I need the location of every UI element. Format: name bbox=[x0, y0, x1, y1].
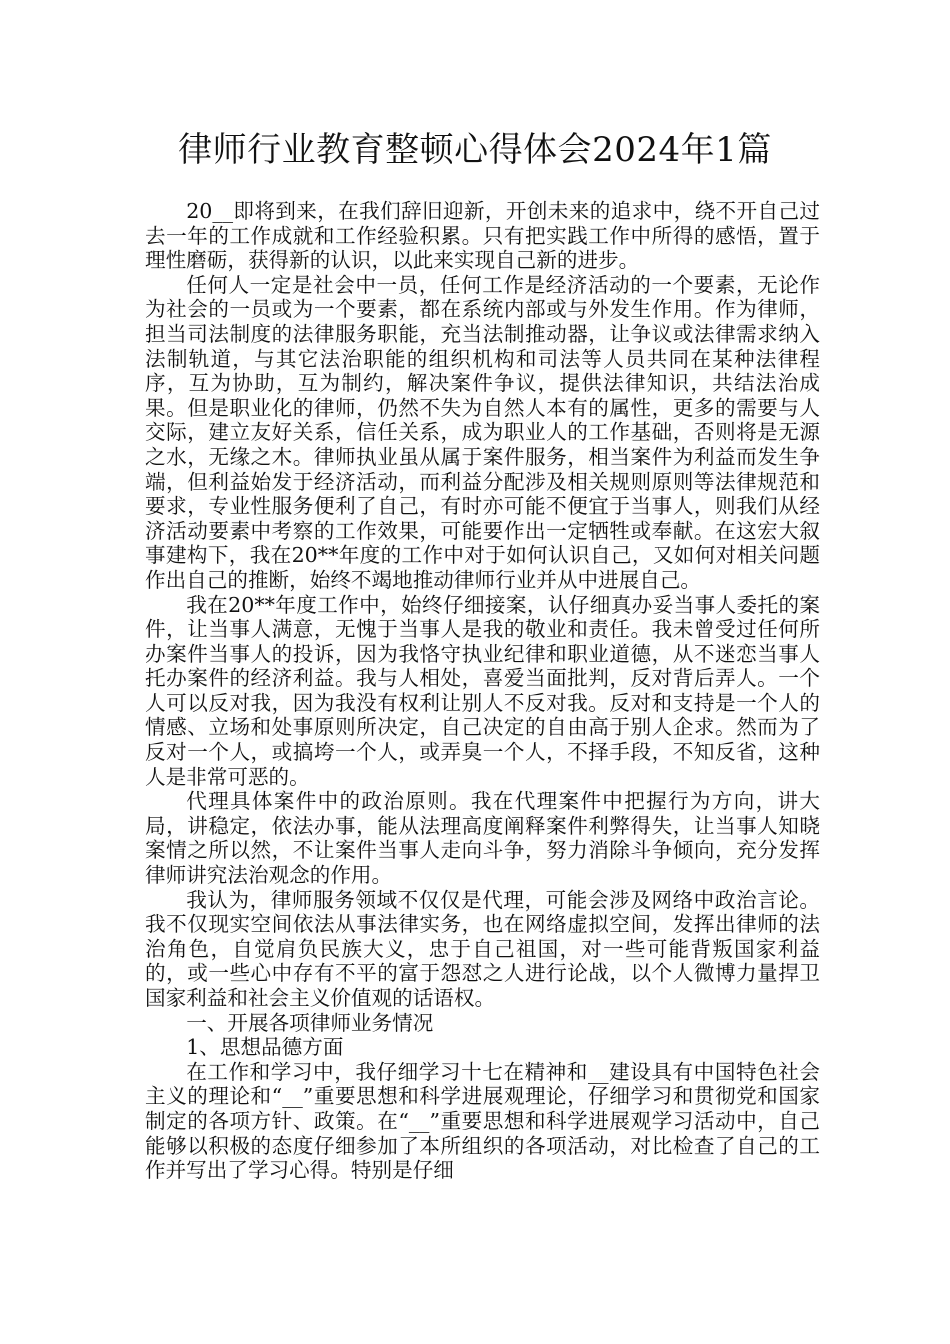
paragraph: 在工作和学习中，我仔细学习十七在精神和__建设具有中国特色社会主义的理论和“__”重要思想和科学进展观理论，仔细学习和贯彻党和国家制定的各项方针、政策。在“__”重要思想和科学进展观学习活动中，自己能够以积极的态度仔细参加了本所组织的各项活动，对比检查了自己的工作并写出了学习心得。特别是仔细 bbox=[145, 1059, 820, 1183]
document-title: 律师行业教育整顿心得体会2024年1篇 bbox=[178, 130, 772, 170]
section-heading: 一、开展各项律师业务情况 bbox=[186, 1010, 434, 1035]
paragraph: 20__即将到来，在我们辞旧迎新，开创未来的追求中，绕不开自己过去一年的工作成就和工作经验积累。只有把实践工作中所得的感悟，置于理性磨砺，获得新的认识，以此来实现自己新的进步。 bbox=[145, 199, 820, 273]
paragraph: 任何人一定是社会中一员，任何工作是经济活动的一个要素，无论作为社会的一员或为一个要素，都在系统内部或与外发生作用。作为律师，担当司法制度的法律服务职能，充当法制推动器，让争议或法律需求纳入法制轨道，与其它法治职能的组织机构和司法等人员共同在某种法律程序，互为协助，互为制约，解决案件争议，提供法律知识，共结法治成果。但是职业化的律师，仍然不失为自然人本有的属性，更多的需要与人交际，建立友好关系，信任关系，成为职业人的工作基础，否则将是无源之水，无缘之木。律师执业虽从属于案件服务，相当案件为利益而发生争端，但利益始发于经济活动，而利益分配涉及相关规则原则等法律规范和要求，专业性服务便利了自己，有时亦可能不便宜于当事人，则我们从经济活动要素中考察的工作效果，可能要作出一定牺牲或奉献。在这宏大叙事建构下，我在20**年度的工作中对于如何认识自己，又如何对相关问题作出自己的推断，始终不竭地推动律师行业并从中进展自己。 bbox=[145, 272, 820, 592]
document-body bbox=[145, 199, 820, 1183]
subsection-heading: 1、思想品德方面 bbox=[186, 1035, 344, 1060]
paragraph: 我认为，律师服务领域不仅仅是代理，可能会涉及网络中政治言论。我不仅现实空间依法从事法律实务，也在网络虚拟空间，发挥出律师的法治角色，自觉肩负民族大义，忠于自己祖国，对一些可能背叛国家利益的，或一些心中存有不平的富于怨怼之人进行论战，以个人微博力量捍卫国家利益和社会主义价值观的话语权。 bbox=[145, 887, 820, 1010]
paragraph: 代理具体案件中的政治原则。我在代理案件中把握行为方向，讲大局，讲稳定，依法办事，能从法理高度阐释案件利弊得失，让当事人知晓案情之所以然，不让案件当事人走向斗争，努力消除斗争倾向，充分发挥律师讲究法治观念的作用。 bbox=[145, 789, 820, 888]
paragraph: 我在20**年度工作中，始终仔细接案，认仔细真办妥当事人委托的案件，让当事人满意，无愧于当事人是我的敬业和责任。我未曾受过任何所办案件当事人的投诉，因为我恪守执业纪律和职业道德，从不迷恋当事人托办案件的经济利益。我与人相处，喜爱当面批判，反对背后弄人。一个人可以反对我，因为我没有权利让别人不反对我。反对和支持是一个人的情感、立场和处事原则所决定，自己决定的自由高于别人企求。然而为了反对一个人，或搞垮一个人，或弄臭一个人，不择手段，不知反省，这种人是非常可恶的。 bbox=[145, 592, 820, 789]
